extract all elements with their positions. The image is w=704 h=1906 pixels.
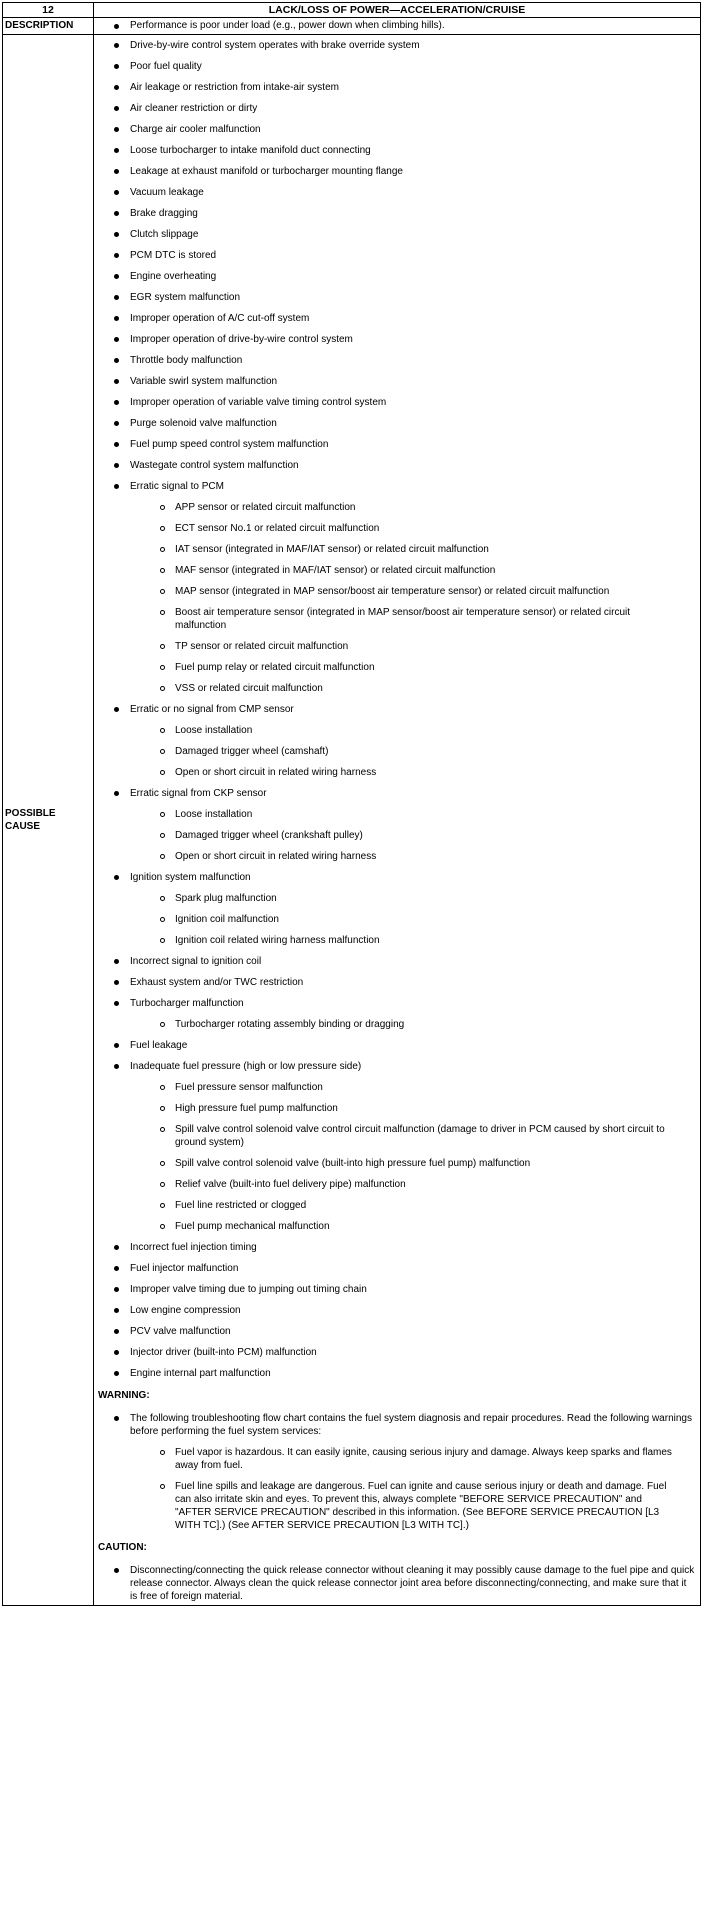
bullet-icon [114, 1287, 119, 1292]
table-header-row [3, 3, 701, 18]
sub-cause-item [94, 1102, 700, 1115]
hollow-bullet-icon [160, 833, 165, 838]
sub-cause-text: Spill valve control solenoid valve (built-into high pressure fuel pump) malfunction [175, 1158, 531, 1169]
sub-cause-text: TP sensor or related circuit malfunction [175, 641, 349, 652]
sub-cause-item [94, 808, 700, 821]
cause-text: Purge solenoid valve malfunction [130, 418, 277, 429]
sub-cause-text: Fuel pump relay or related circuit malfunction [175, 662, 375, 673]
warning-sub-text: Fuel vapor is hazardous. It can easily ignite, causing serious injury and damage. Always keep sparks and flames away from fuel. [175, 1447, 672, 1471]
cause-item [94, 39, 700, 52]
bullet-icon [114, 1350, 119, 1355]
sub-cause-text: Loose installation [175, 809, 253, 820]
cause-text: Air cleaner restriction or dirty [130, 103, 258, 114]
cause-text: Brake dragging [130, 208, 198, 219]
possible-cause-label-line1: POSSIBLE [5, 808, 56, 819]
bullet-icon [114, 1266, 119, 1271]
possible-cause-row [3, 35, 701, 1606]
cause-item [94, 976, 700, 989]
cause-item [94, 871, 700, 884]
cause-item [94, 1241, 700, 1254]
hollow-bullet-icon [160, 917, 165, 922]
bullet-icon [114, 337, 119, 342]
cause-text: Exhaust system and/or TWC restriction [130, 977, 304, 988]
hollow-bullet-icon [160, 1161, 165, 1166]
sub-cause-text: Loose installation [175, 725, 253, 736]
cause-item [94, 207, 700, 220]
bullet-icon [114, 274, 119, 279]
cause-item [94, 1304, 700, 1317]
sub-cause-item [94, 829, 700, 842]
bullet-icon [114, 1245, 119, 1250]
sub-cause-text: IAT sensor (integrated in MAF/IAT sensor) or related circuit malfunction [175, 544, 489, 555]
sub-cause-text: Spill valve control solenoid valve control circuit malfunction (damage to driver in PCM caused by short circuit to ground system) [175, 1124, 665, 1148]
bullet-icon [114, 875, 119, 880]
cause-text: Wastegate control system malfunction [130, 460, 299, 471]
sub-cause-text: MAP sensor (integrated in MAP sensor/boost air temperature sensor) or related circuit malfunction [175, 586, 610, 597]
cause-text: Poor fuel quality [130, 61, 202, 72]
bullet-icon [114, 1308, 119, 1313]
bullet-icon [114, 85, 119, 90]
sub-cause-item [94, 564, 700, 577]
warning-label: WARNING: [98, 1390, 150, 1401]
bullet-icon [114, 127, 119, 132]
cause-item [94, 396, 700, 409]
sub-cause-text: Fuel pump mechanical malfunction [175, 1221, 330, 1232]
bullet-icon [114, 148, 119, 153]
sub-cause-item [94, 1178, 700, 1191]
sub-cause-item [94, 1018, 700, 1031]
hollow-bullet-icon [160, 686, 165, 691]
sub-cause-text: Damaged trigger wheel (crankshaft pulley) [175, 830, 363, 841]
cause-item [94, 333, 700, 346]
hollow-bullet-icon [160, 644, 165, 649]
cause-item [94, 1060, 700, 1073]
cause-item [94, 165, 700, 178]
cause-item [94, 354, 700, 367]
bullet-icon [114, 1371, 119, 1376]
cause-item [94, 81, 700, 94]
cause-item [94, 1283, 700, 1296]
troubleshooting-table [2, 2, 701, 1606]
cause-text: Variable swirl system malfunction [130, 376, 278, 387]
bullet-icon [114, 1568, 119, 1573]
bullet-icon [114, 211, 119, 216]
bullet-icon [114, 421, 119, 426]
warning-sub-text: Fuel line spills and leakage are dangerous. Fuel can ignite and cause serious injury or death and damage. Fuel can also irritate skin and eyes. To prevent this, always complete "BEFORE SERVICE PRECAUTION" and "AFTER SERVICE PRECAUTION" described in this information. (See BEFORE SERVICE PRECAUTION [L3 WITH TC].) (See AFTER SERVICE PRECAUTION [L3 WITH TC].) [175, 1481, 667, 1531]
sub-cause-item [94, 745, 700, 758]
hollow-bullet-icon [160, 770, 165, 775]
cause-text: Throttle body malfunction [130, 355, 243, 366]
warning-sub-item [94, 1480, 700, 1532]
cause-item [94, 312, 700, 325]
cause-text: Fuel injector malfunction [130, 1263, 239, 1274]
hollow-bullet-icon [160, 1106, 165, 1111]
cause-text: Fuel pump speed control system malfunction [130, 439, 329, 450]
cause-item [94, 144, 700, 157]
sub-cause-item [94, 913, 700, 926]
sub-cause-item [94, 606, 700, 632]
sub-cause-text: Open or short circuit in related wiring harness [175, 767, 377, 778]
warning-sublist [94, 1446, 700, 1532]
bullet-icon [114, 1001, 119, 1006]
cause-text: Improper operation of drive-by-wire control system [130, 334, 353, 345]
bullet-icon [114, 316, 119, 321]
sub-cause-text: APP sensor or related circuit malfunction [175, 502, 356, 513]
sub-cause-item [94, 1199, 700, 1212]
cause-text: Improper operation of variable valve timing control system [130, 397, 387, 408]
sub-cause-text: VSS or related circuit malfunction [175, 683, 323, 694]
caution-block [94, 1541, 700, 1605]
hollow-bullet-icon [160, 589, 165, 594]
sub-cause-item [94, 682, 700, 695]
description-text: Performance is poor under load (e.g., power down when climbing hills). [130, 20, 445, 31]
cause-text: Engine internal part malfunction [130, 1368, 271, 1379]
bullet-icon [114, 1416, 119, 1421]
description-row [3, 18, 701, 35]
bullet-icon [114, 295, 119, 300]
warning-block [94, 1389, 700, 1532]
bullet-icon [114, 106, 119, 111]
sub-cause-item [94, 501, 700, 514]
cause-item [94, 270, 700, 283]
sub-cause-item [94, 522, 700, 535]
sub-cause-text: Ignition coil related wiring harness malfunction [175, 935, 380, 946]
hollow-bullet-icon [160, 610, 165, 615]
bullet-icon [114, 1329, 119, 1334]
caution-item [94, 1564, 700, 1605]
cause-item [94, 703, 700, 716]
cause-item [94, 1346, 700, 1359]
sub-cause-item [94, 1220, 700, 1233]
hollow-bullet-icon [160, 1203, 165, 1208]
sub-cause-text: Ignition coil malfunction [175, 914, 279, 925]
bullet-icon [114, 980, 119, 985]
possible-cause-label-line2: CAUSE [5, 821, 41, 832]
cause-text: Loose turbocharger to intake manifold duct connecting [130, 145, 371, 156]
cause-item [94, 997, 700, 1010]
hollow-bullet-icon [160, 1450, 165, 1455]
hollow-bullet-icon [160, 1127, 165, 1132]
cause-text: Charge air cooler malfunction [130, 124, 261, 135]
cause-text: Injector driver (built-into PCM) malfunction [130, 1347, 317, 1358]
cause-item [94, 1039, 700, 1052]
hollow-bullet-icon [160, 854, 165, 859]
cause-text: Turbocharger malfunction [130, 998, 244, 1009]
bullet-icon [114, 484, 119, 489]
bullet-icon [114, 1043, 119, 1048]
cause-text: Air leakage or restriction from intake-air system [130, 82, 339, 93]
bullet-icon [114, 791, 119, 796]
bullet-icon [114, 442, 119, 447]
hollow-bullet-icon [160, 1224, 165, 1229]
description-cell [94, 18, 701, 35]
sub-cause-item [94, 1157, 700, 1170]
bullet-icon [114, 169, 119, 174]
cause-item [94, 375, 700, 388]
cause-text: Inadequate fuel pressure (high or low pressure side) [130, 1061, 362, 1072]
bullet-icon [114, 43, 119, 48]
cause-item [94, 123, 700, 136]
cause-item [94, 417, 700, 430]
sub-cause-text: High pressure fuel pump malfunction [175, 1103, 338, 1114]
cause-text: Erratic or no signal from CMP sensor [130, 704, 294, 715]
sub-cause-text: ECT sensor No.1 or related circuit malfunction [175, 523, 380, 534]
bullet-icon [114, 707, 119, 712]
cause-text: PCM DTC is stored [130, 250, 217, 261]
cause-item [94, 291, 700, 304]
sub-cause-text: Spark plug malfunction [175, 893, 277, 904]
cause-text: Vacuum leakage [130, 187, 204, 198]
sub-cause-item [94, 640, 700, 653]
hollow-bullet-icon [160, 505, 165, 510]
sub-cause-item [94, 934, 700, 947]
cause-item [94, 249, 700, 262]
sub-cause-text: Turbocharger rotating assembly binding or dragging [175, 1019, 405, 1030]
sub-cause-text: Fuel pressure sensor malfunction [175, 1082, 323, 1093]
cause-item [94, 102, 700, 115]
bullet-icon [114, 232, 119, 237]
warning-item [94, 1412, 700, 1438]
cause-item [94, 480, 700, 493]
sub-cause-text: Relief valve (built-into fuel delivery pipe) malfunction [175, 1179, 406, 1190]
sub-cause-item [94, 543, 700, 556]
bullet-icon [114, 379, 119, 384]
warning-text: The following troubleshooting flow chart contains the fuel system diagnosis and repair procedures. Read the following warnings before performing the fuel system services: [130, 1413, 692, 1437]
sub-cause-text: Fuel line restricted or clogged [175, 1200, 307, 1211]
cause-item [94, 1367, 700, 1380]
cause-item [94, 1325, 700, 1338]
cause-text: Improper operation of A/C cut-off system [130, 313, 310, 324]
hollow-bullet-icon [160, 812, 165, 817]
bullet-icon [114, 24, 119, 29]
description-label: DESCRIPTION [3, 18, 94, 35]
cause-item [94, 186, 700, 199]
hollow-bullet-icon [160, 526, 165, 531]
cause-item [94, 955, 700, 968]
sub-cause-item [94, 1123, 700, 1149]
cause-text: Low engine compression [130, 1305, 241, 1316]
cause-text: PCV valve malfunction [130, 1326, 231, 1337]
cause-text: Fuel leakage [130, 1040, 188, 1051]
hollow-bullet-icon [160, 568, 165, 573]
sub-cause-text: Damaged trigger wheel (camshaft) [175, 746, 329, 757]
hollow-bullet-icon [160, 547, 165, 552]
sub-cause-item [94, 766, 700, 779]
cause-text: Incorrect fuel injection timing [130, 1242, 257, 1253]
hollow-bullet-icon [160, 1484, 165, 1489]
sub-cause-text: Open or short circuit in related wiring harness [175, 851, 377, 862]
hollow-bullet-icon [160, 749, 165, 754]
hollow-bullet-icon [160, 665, 165, 670]
bullet-icon [114, 959, 119, 964]
cause-item [94, 1262, 700, 1275]
hollow-bullet-icon [160, 728, 165, 733]
cause-text: Engine overheating [130, 271, 217, 282]
cause-text: Incorrect signal to ignition coil [130, 956, 262, 967]
caution-label: CAUTION: [98, 1542, 147, 1553]
sub-cause-item [94, 892, 700, 905]
sub-cause-item [94, 661, 700, 674]
bullet-icon [114, 1064, 119, 1069]
sub-cause-item [94, 850, 700, 863]
bullet-icon [114, 463, 119, 468]
cause-text: EGR system malfunction [130, 292, 241, 303]
hollow-bullet-icon [160, 938, 165, 943]
cause-text: Clutch slippage [130, 229, 199, 240]
hollow-bullet-icon [160, 896, 165, 901]
sub-cause-item [94, 724, 700, 737]
hollow-bullet-icon [160, 1022, 165, 1027]
cause-text: Ignition system malfunction [130, 872, 251, 883]
symptom-number: 12 [3, 3, 94, 18]
bullet-icon [114, 358, 119, 363]
cause-text: Leakage at exhaust manifold or turbocharger mounting flange [130, 166, 403, 177]
bullet-icon [114, 64, 119, 69]
cause-item [94, 459, 700, 472]
cause-text: Erratic signal to PCM [130, 481, 224, 492]
sub-cause-text: MAF sensor (integrated in MAF/IAT sensor) or related circuit malfunction [175, 565, 496, 576]
sub-cause-item [94, 1081, 700, 1094]
warning-sub-item [94, 1446, 700, 1472]
cause-text: Drive-by-wire control system operates with brake override system [130, 40, 420, 51]
description-item [94, 18, 700, 34]
cause-item [94, 228, 700, 241]
cause-item [94, 787, 700, 800]
hollow-bullet-icon [160, 1085, 165, 1090]
sub-cause-item [94, 585, 700, 598]
cause-list [94, 39, 700, 1380]
symptom-title: LACK/LOSS OF POWER—ACCELERATION/CRUISE [94, 3, 701, 18]
cause-text: Erratic signal from CKP sensor [130, 788, 267, 799]
caution-text: Disconnecting/connecting the quick release connector without cleaning it may possibly cause damage to the fuel pipe and quick release connector. Always clean the quick release connector joint area before disconnecting/connecting, and make sure that it is free of foreign material. [130, 1565, 695, 1602]
bullet-icon [114, 400, 119, 405]
bullet-icon [114, 253, 119, 258]
cause-item [94, 438, 700, 451]
bullet-icon [114, 190, 119, 195]
cause-item [94, 60, 700, 73]
possible-cause-label [3, 35, 94, 1606]
possible-cause-cell [94, 35, 701, 1606]
sub-cause-text: Boost air temperature sensor (integrated in MAP sensor/boost air temperature sensor) or related circuit malfunction [175, 607, 631, 631]
hollow-bullet-icon [160, 1182, 165, 1187]
cause-text: Improper valve timing due to jumping out timing chain [130, 1284, 367, 1295]
